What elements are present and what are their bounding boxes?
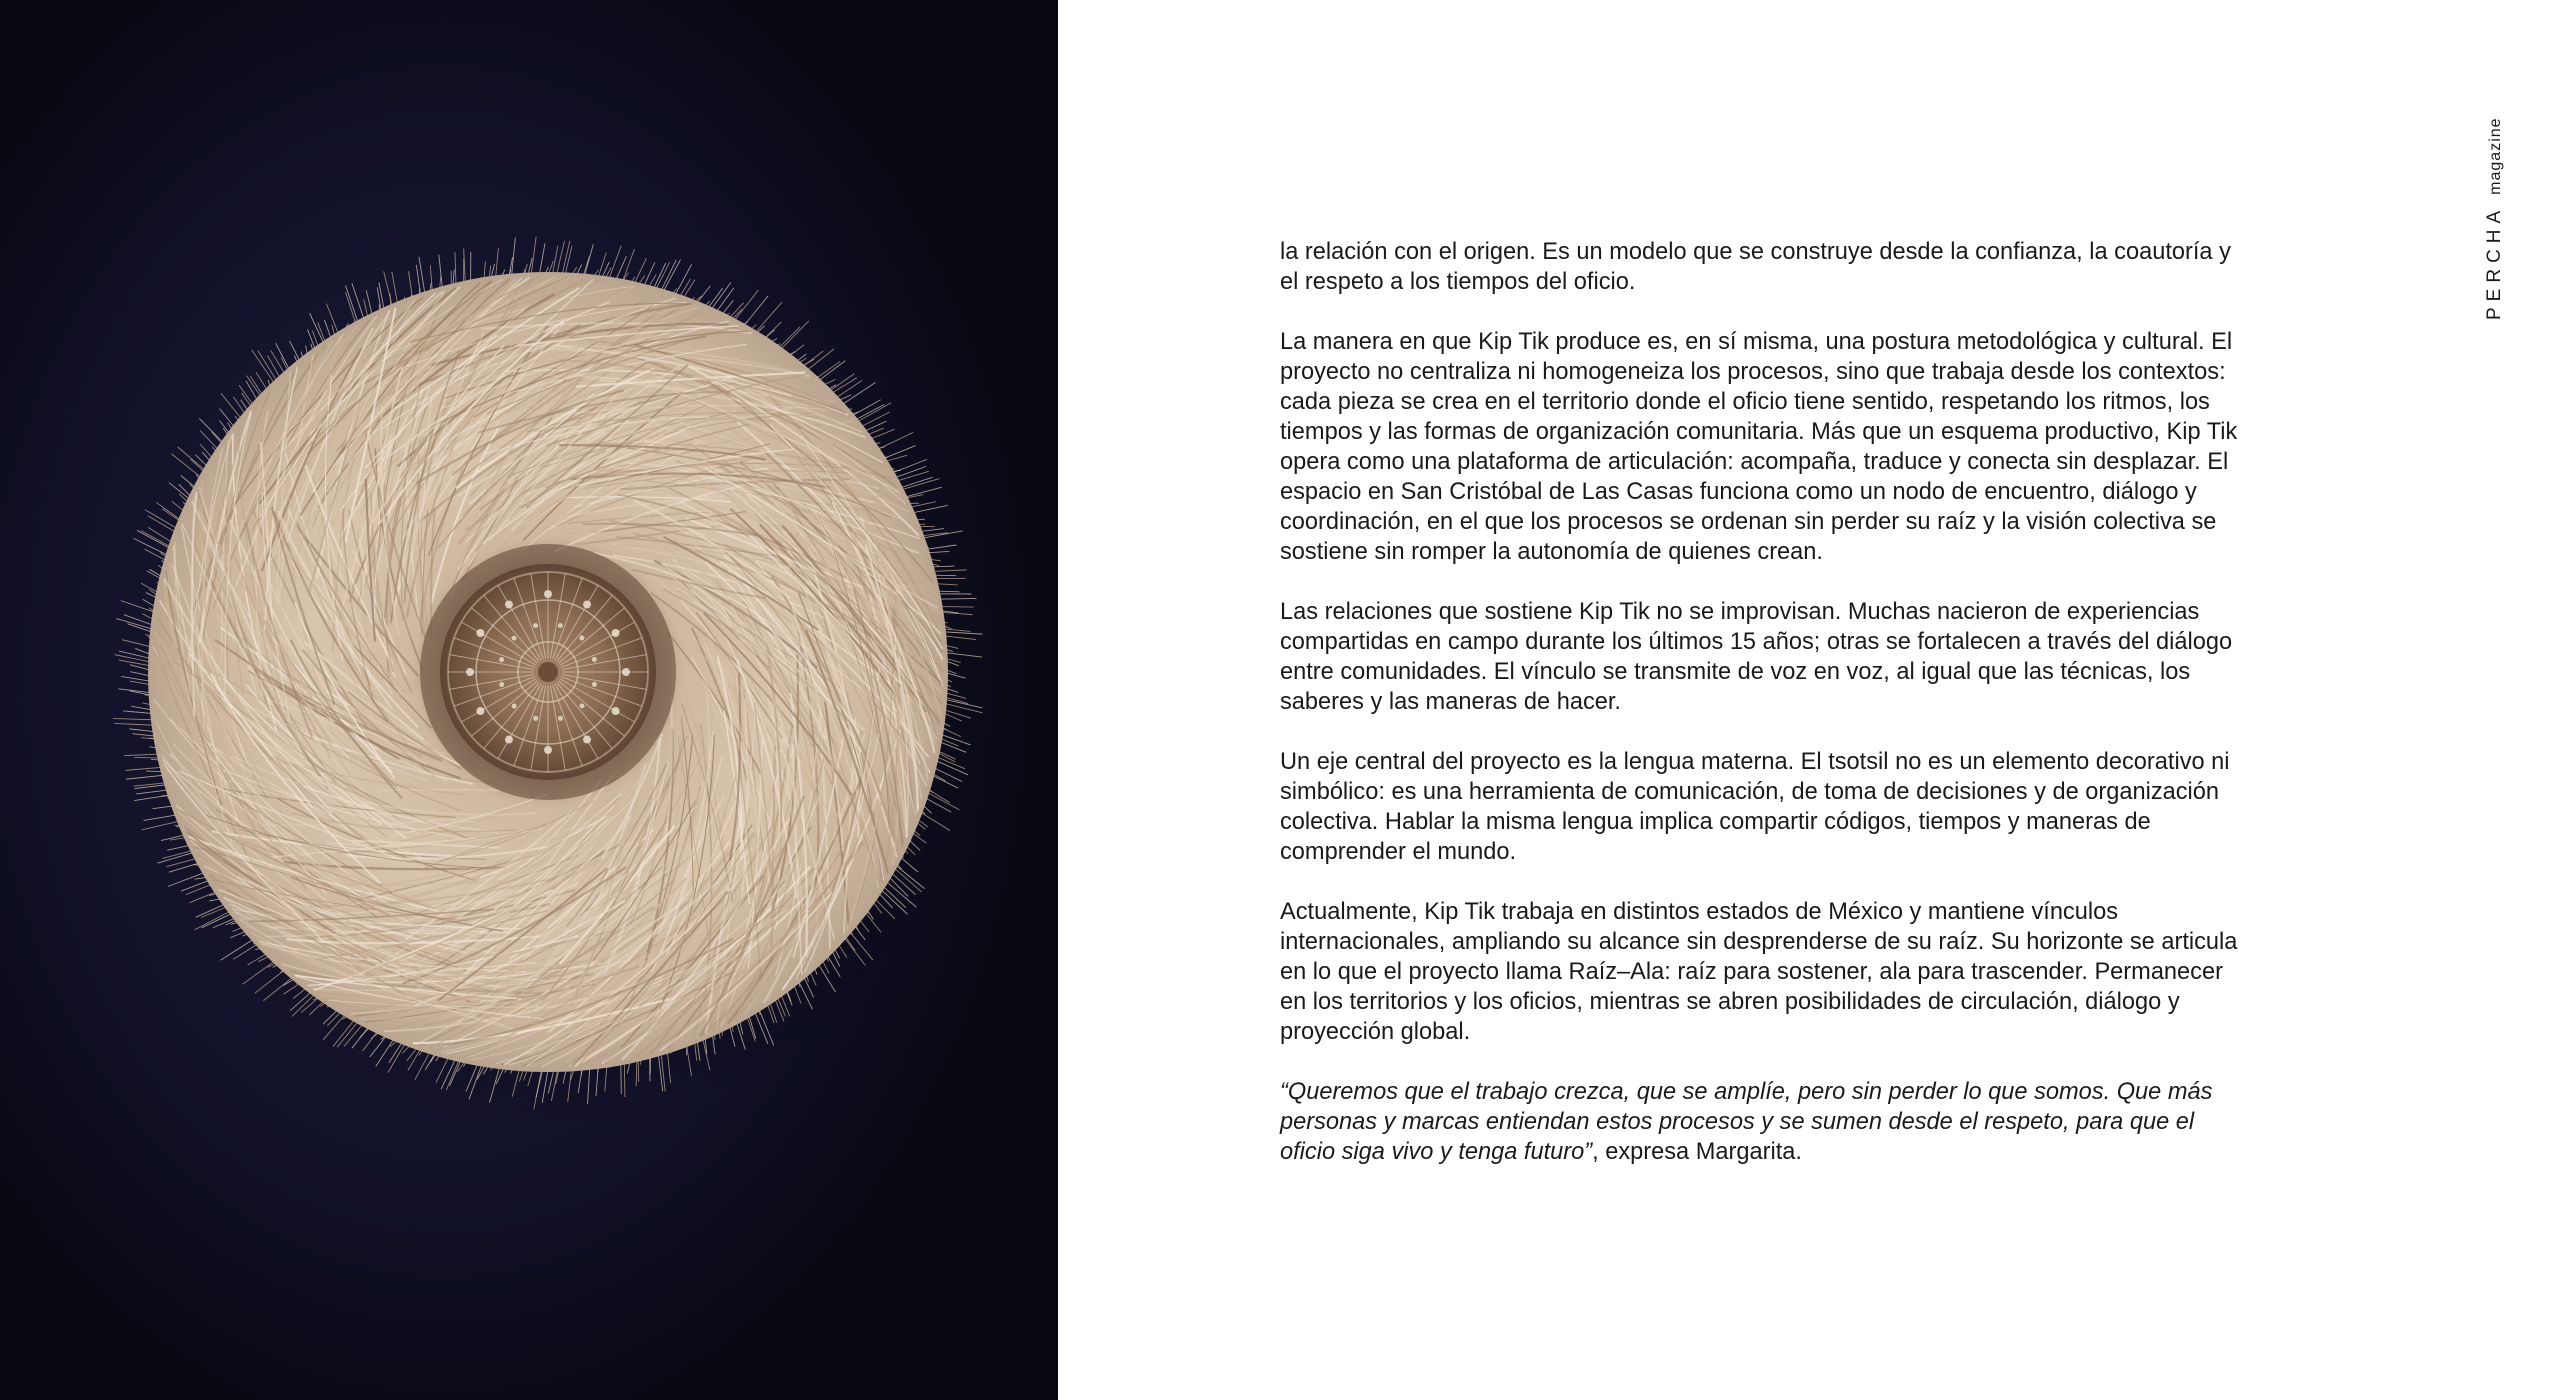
quote-text: “Queremos que el trabajo crezca, que se amplíe, pero sin perder lo que somos. Que más personas y marcas entiendan estos procesos y se sumen desde el respeto, para que el oficio siga vivo y tenga futuro”: [1280, 1079, 2213, 1165]
photo-page: [0, 0, 1058, 1400]
masthead-sub: magazine: [2487, 117, 2504, 195]
paragraph: la relación con el origen. Es un modelo que se construye desde la confianza, la coautoría y el respeto a los tiempos del oficio.: [1280, 239, 2231, 295]
masthead-brand: PERCHA: [2484, 204, 2505, 320]
article-body: [1280, 237, 2240, 1197]
paragraph: Actualmente, Kip Tik trabaja en distintos estados de México y mantiene vínculos internacionales, ampliando su alcance sin desprenderse de su raíz. Su horizonte se articula en lo que el proyecto llama Raíz–Ala: raíz para sostener, ala para trascender. Permanecer en los territorios y los oficios, mientras se abren posibilidades de circulación, diálogo y proyección global.: [1280, 899, 2238, 1045]
paragraph: Un eje central del proyecto es la lengua materna. El tsotsil no es un elemento decorativo ni simbólico: es una herramienta de comunicación, de toma de decisiones y de organización colectiva. Hablar la misma lengua implica compartir códigos, tiempos y maneras de comprender el mundo.: [1280, 749, 2230, 865]
paragraph: Las relaciones que sostiene Kip Tik no se improvisan. Muchas nacieron de experiencias compartidas en campo durante los últimos 15 años; otras se fortalecen a través del diálogo entre comunidades. El vínculo se transmite de voz en voz, al igual que las técnicas, los saberes y las maneras de hacer.: [1280, 599, 2233, 715]
text-page: [1058, 0, 2560, 1400]
quote-attribution: , expresa Margarita.: [1592, 1139, 1802, 1165]
paragraph: La manera en que Kip Tik produce es, en sí misma, una postura metodológica y cultural. El proyecto no centraliza ni homogeneiza los procesos, sino que trabaja desde los contextos: cada pieza se crea en el territorio donde el oficio tiene sentido, respetando los ritmos, los tiempos y las formas de organización comunitaria. Más que un esquema productivo, Kip Tik opera como una plataforma de articulación: acompaña, traduce y conecta sin desplazar. El espacio en San Cristóbal de Las Casas funciona como un nodo de encuentro, diálogo y coordinación, en el que los procesos se ordenan sin perder su raíz y la visión colectiva se sostiene sin romper la autonomía de quienes crean.: [1280, 329, 2238, 565]
woven-basket-photo: [0, 0, 1058, 1400]
quote-paragraph: [1280, 1077, 2240, 1167]
masthead: [2484, 110, 2514, 350]
